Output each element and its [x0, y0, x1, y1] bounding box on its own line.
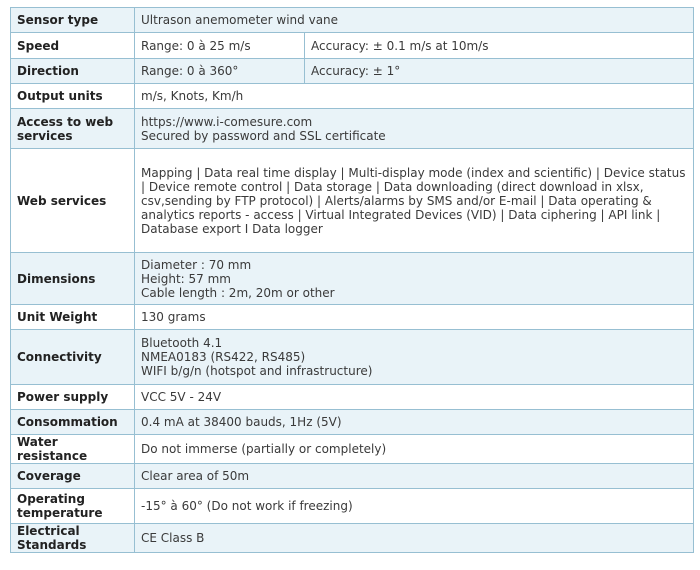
row-value: Ultrason anemometer wind vane	[135, 8, 694, 33]
row-label: Consommation	[11, 410, 135, 435]
value-line: Cable length : 2m, 20m or other	[141, 285, 335, 300]
table-row-water-resistance	[11, 435, 694, 464]
row-label: Water resistance	[11, 435, 135, 464]
table-row-output-units	[11, 84, 694, 109]
label-line: services	[17, 128, 73, 143]
row-label: Electrical Standards	[11, 524, 135, 553]
row-value	[135, 330, 694, 385]
table-row-unit-weight	[11, 305, 694, 330]
row-label: Dimensions	[11, 253, 135, 305]
row-label: Direction	[11, 59, 135, 84]
value-line: https://www.i-comesure.com	[141, 114, 313, 129]
row-value: -15° à 60° (Do not work if freezing)	[135, 489, 694, 524]
speed-accuracy: Accuracy: ± 0.1 m/s at 10m/s	[305, 33, 694, 59]
table-row-connectivity	[11, 330, 694, 385]
row-label: Power supply	[11, 385, 135, 410]
table-row-access-web	[11, 109, 694, 149]
row-label: Coverage	[11, 464, 135, 489]
table-row-web-services	[11, 149, 694, 253]
direction-range: Range: 0 à 360°	[135, 59, 305, 84]
row-value: Clear area of 50m	[135, 464, 694, 489]
row-value: CE Class B	[135, 524, 694, 553]
table-row-electrical-standards	[11, 524, 694, 553]
value-line: Secured by password and SSL certificate	[141, 128, 386, 143]
row-value	[135, 253, 694, 305]
table-row-consommation	[11, 410, 694, 435]
label-line: Operating	[17, 492, 85, 506]
value-line: Bluetooth 4.1	[141, 336, 223, 350]
table-row-direction	[11, 59, 694, 84]
row-label: Unit Weight	[11, 305, 135, 330]
row-value: VCC 5V - 24V	[135, 385, 694, 410]
row-value: 130 grams	[135, 305, 694, 330]
speed-range: Range: 0 à 25 m/s	[135, 33, 305, 59]
table-row-operating-temperature	[11, 489, 694, 524]
label-line: temperature	[17, 506, 103, 520]
value-line: NMEA0183 (RS422, RS485)	[141, 350, 306, 364]
table-row-dimensions	[11, 253, 694, 305]
row-label: Web services	[11, 149, 135, 253]
table-row-power-supply	[11, 385, 694, 410]
value-line: WIFI b/g/n (hotspot and infrastructure)	[141, 364, 373, 378]
row-label	[11, 489, 135, 524]
table-row-sensor-type	[11, 8, 694, 33]
row-label	[11, 109, 135, 149]
row-label: Connectivity	[11, 330, 135, 385]
table-row-speed	[11, 33, 694, 59]
row-label: Sensor type	[11, 8, 135, 33]
row-label: Speed	[11, 33, 135, 59]
row-value: Mapping | Data real time display | Multi-display mode (index and scientific) | Device status | Device remote control | Data storage | Data downloading (direct download in xlsx, csv,sending by FTP protocol) | Alerts/alarms by SMS and/or E-mail | Data operating & analytics reports - access | Virtual Integrated Devices (VID) | Data ciphering | API link | Database export I Data logger	[135, 149, 694, 253]
value-line: Height: 57 mm	[141, 271, 231, 286]
direction-accuracy: Accuracy: ± 1°	[305, 59, 694, 84]
row-value: m/s, Knots, Km/h	[135, 84, 694, 109]
row-value	[135, 109, 694, 149]
value-line: Diameter : 70 mm	[141, 257, 252, 272]
row-value: Do not immerse (partially or completely)	[135, 435, 694, 464]
label-line: Access to web	[17, 114, 114, 129]
row-value: 0.4 mA at 38400 bauds, 1Hz (5V)	[135, 410, 694, 435]
row-label: Output units	[11, 84, 135, 109]
spec-table	[10, 7, 694, 553]
table-row-coverage	[11, 464, 694, 489]
